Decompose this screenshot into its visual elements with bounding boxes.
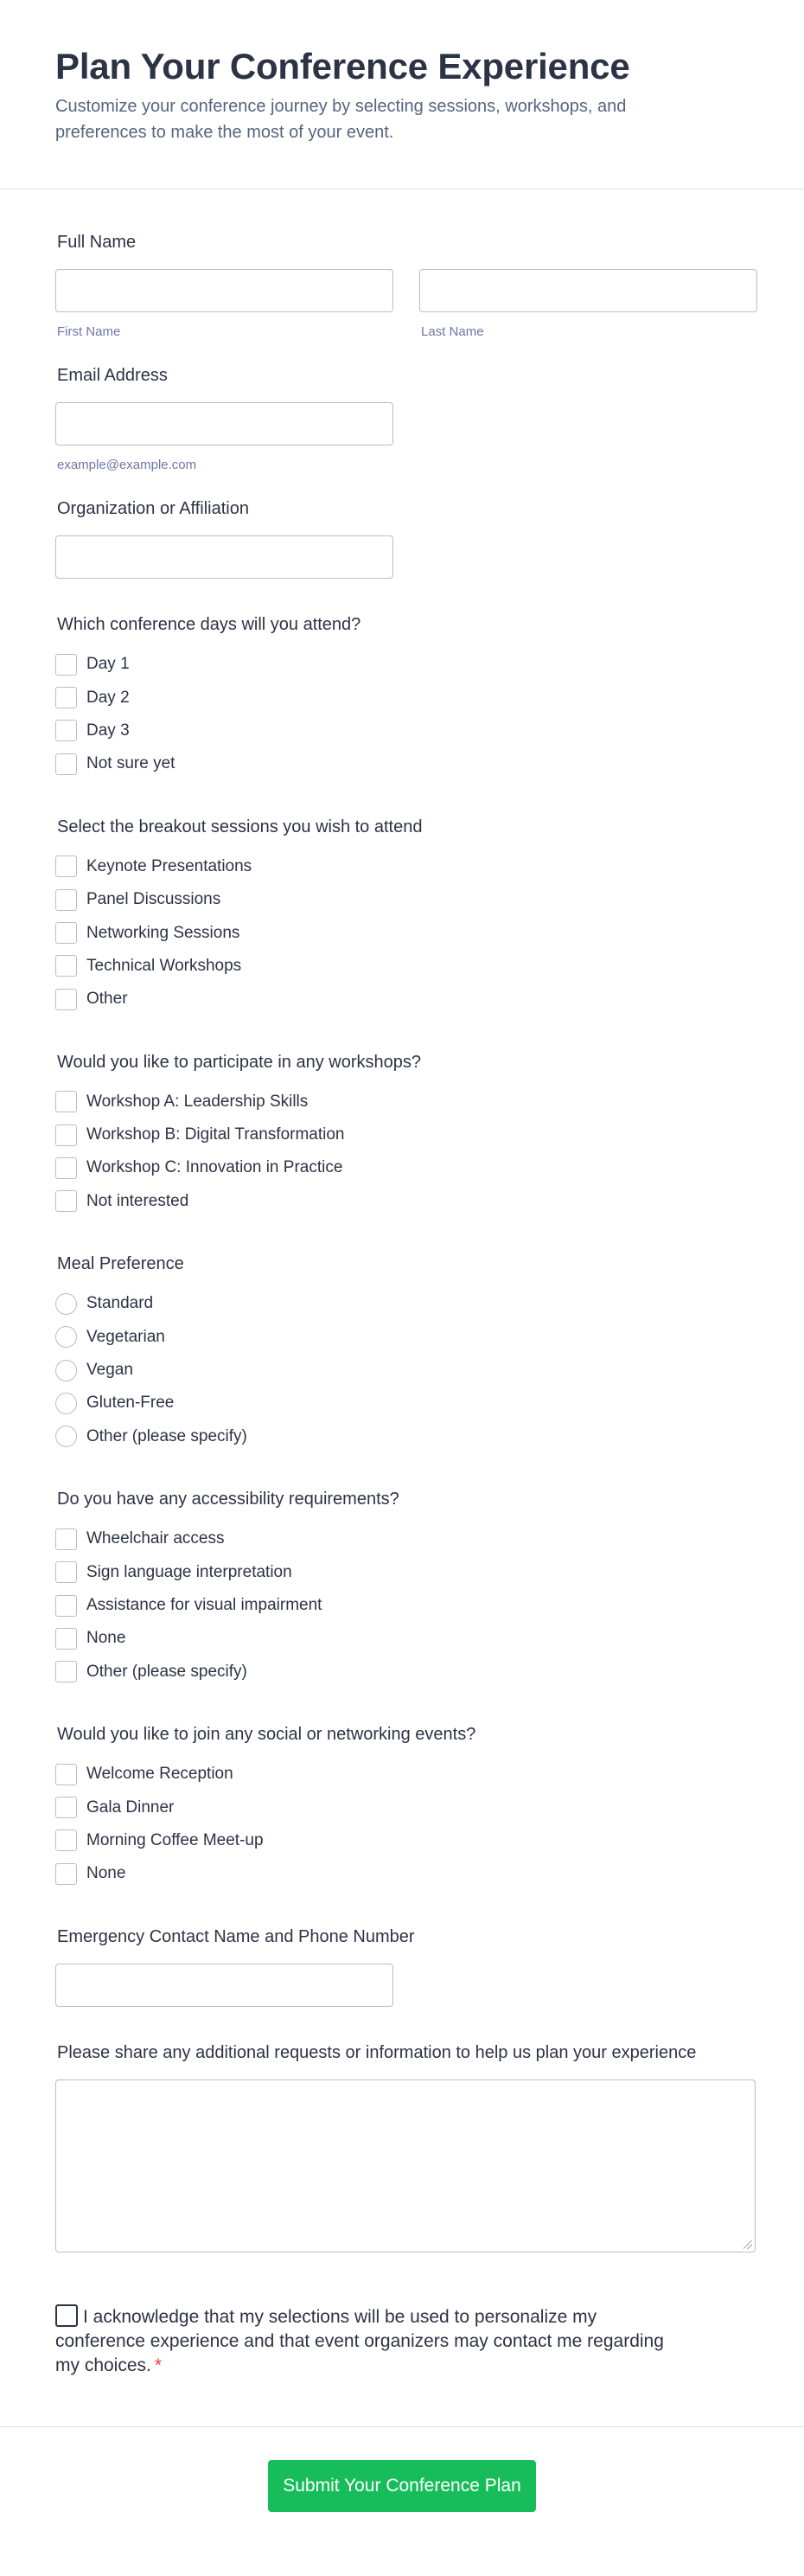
additional-field (55, 2041, 749, 2252)
checkbox[interactable] (55, 1595, 77, 1617)
option-label: Morning Coffee Meet-up (86, 1830, 264, 1849)
breakouts-label: Select the breakout sessions you wish to attend (57, 817, 423, 836)
option-label: Other (please specify) (86, 1426, 247, 1445)
option-label: Workshop A: Leadership Skills (86, 1092, 309, 1111)
checkbox[interactable] (55, 1764, 77, 1785)
checkbox[interactable] (55, 1829, 77, 1851)
required-mark: * (154, 2355, 163, 2375)
checkbox[interactable] (55, 1628, 77, 1650)
option-label: Networking Sessions (86, 923, 240, 942)
first-name-input[interactable] (55, 269, 393, 312)
accessibility-option[interactable] (55, 1622, 749, 1655)
emergency-label: Emergency Contact Name and Phone Number (57, 1926, 415, 1946)
workshops-option[interactable] (55, 1086, 749, 1118)
option-label: Assistance for visual impairment (86, 1596, 322, 1614)
option-label: Vegetarian (86, 1327, 165, 1346)
meal-option[interactable] (55, 1287, 749, 1320)
breakouts-option[interactable] (55, 850, 749, 883)
checkbox[interactable] (55, 989, 77, 1010)
checkbox[interactable] (55, 889, 77, 911)
days-options (55, 648, 749, 781)
last-name-input[interactable] (419, 269, 757, 312)
checkbox[interactable] (55, 955, 77, 977)
additional-textarea[interactable] (55, 2079, 756, 2252)
meal-label: Meal Preference (57, 1254, 184, 1274)
checkbox[interactable] (55, 1190, 77, 1212)
option-label: Workshop B: Digital Transformation (86, 1125, 345, 1144)
option-label: Gala Dinner (86, 1797, 175, 1817)
checkbox[interactable] (55, 654, 77, 676)
option-label: Workshop C: Innovation in Practice (86, 1158, 343, 1177)
option-label: None (86, 1864, 126, 1883)
breakouts-field (55, 816, 749, 1016)
meal-option[interactable] (55, 1320, 749, 1353)
accessibility-option[interactable] (55, 1522, 749, 1555)
option-label: Other (86, 990, 128, 1009)
checkbox[interactable] (55, 753, 77, 775)
checkbox[interactable] (55, 1661, 77, 1682)
form-header (0, 0, 804, 189)
days-option[interactable] (55, 648, 749, 681)
meal-option[interactable] (55, 1420, 749, 1453)
days-option[interactable] (55, 747, 749, 780)
option-label: Day 2 (86, 688, 130, 707)
page-subtitle: Customize your conference journey by selecting sessions, workshops, and preferences to make the most of your event. (55, 97, 627, 142)
full-name-label: Full Name (57, 233, 137, 252)
social-option[interactable] (55, 1824, 749, 1857)
option-label: None (86, 1629, 126, 1648)
social-field (55, 1723, 749, 1891)
submit-button[interactable]: Submit Your Conference Plan (268, 2460, 536, 2512)
accessibility-option[interactable] (55, 1656, 749, 1688)
option-label: Gluten-Free (86, 1394, 175, 1413)
checkbox[interactable] (55, 1091, 77, 1112)
checkbox[interactable] (55, 1561, 77, 1583)
conference-form (0, 189, 804, 2378)
resize-grip-icon[interactable] (743, 2240, 752, 2249)
radio-button[interactable] (55, 1360, 77, 1381)
workshops-option[interactable] (55, 1151, 749, 1184)
email-sublabel: example@example.com (57, 458, 197, 472)
acknowledgement-text: I acknowledge that my selections will be used to personalize my conference experience and that event organizers may contact me regarding my choices. (55, 2306, 664, 2375)
option-label: Not sure yet (86, 754, 175, 773)
option-label: Standard (86, 1294, 154, 1313)
checkbox[interactable] (55, 1157, 77, 1179)
social-option[interactable] (55, 1758, 749, 1791)
last-name-sublabel: Last Name (421, 324, 484, 339)
form-footer (0, 2426, 804, 2554)
radio-button[interactable] (55, 1326, 77, 1348)
option-label: Not interested (86, 1191, 189, 1210)
full-name-field (55, 231, 749, 340)
workshops-field (55, 1051, 749, 1219)
meal-option[interactable] (55, 1387, 749, 1419)
radio-button[interactable] (55, 1293, 77, 1315)
days-label: Which conference days will you attend? (57, 615, 361, 634)
additional-label: Please share any additional requests or information to help us plan your experience (57, 2042, 697, 2062)
days-option[interactable] (55, 714, 749, 747)
breakouts-option[interactable] (55, 883, 749, 916)
meal-option[interactable] (55, 1354, 749, 1387)
checkbox[interactable] (55, 922, 77, 944)
option-label: Keynote Presentations (86, 856, 252, 875)
social-option[interactable] (55, 1791, 749, 1823)
meal-field (55, 1253, 749, 1453)
option-label: Vegan (86, 1361, 133, 1380)
accessibility-option[interactable] (55, 1589, 749, 1622)
breakouts-option[interactable] (55, 983, 749, 1016)
email-field (55, 364, 749, 473)
option-label: Panel Discussions (86, 890, 221, 909)
workshops-options (55, 1086, 749, 1219)
accessibility-options (55, 1522, 749, 1688)
breakouts-option[interactable] (55, 950, 749, 983)
organization-label: Organization or Affiliation (57, 499, 249, 518)
acknowledgement-checkbox[interactable] (55, 2304, 78, 2327)
accessibility-label: Do you have any accessibility requirements? (57, 1490, 399, 1509)
workshops-label: Would you like to participate in any workshops? (57, 1052, 421, 1072)
email-input[interactable] (55, 402, 393, 445)
page-title: Plan Your Conference Experience (55, 46, 630, 87)
checkbox[interactable] (55, 1125, 77, 1146)
email-label: Email Address (57, 366, 168, 385)
meal-options (55, 1287, 749, 1453)
social-option[interactable] (55, 1857, 749, 1890)
organization-field (55, 497, 749, 579)
option-label: Wheelchair access (86, 1529, 225, 1548)
checkbox[interactable] (55, 855, 77, 877)
days-field (55, 613, 749, 781)
checkbox[interactable] (55, 1863, 77, 1885)
accessibility-option[interactable] (55, 1555, 749, 1588)
days-option[interactable] (55, 681, 749, 714)
checkbox[interactable] (55, 1528, 77, 1550)
social-options (55, 1758, 749, 1891)
breakouts-options (55, 850, 749, 1016)
workshops-option[interactable] (55, 1185, 749, 1218)
emergency-input[interactable] (55, 1964, 393, 2007)
checkbox[interactable] (55, 1797, 77, 1818)
organization-input[interactable] (55, 535, 393, 579)
checkbox[interactable] (55, 687, 77, 708)
workshops-option[interactable] (55, 1118, 749, 1151)
social-label: Would you like to join any social or networking events? (57, 1724, 476, 1744)
option-label: Day 3 (86, 721, 130, 740)
option-label: Other (please specify) (86, 1662, 247, 1681)
radio-button[interactable] (55, 1426, 77, 1447)
option-label: Day 1 (86, 655, 130, 674)
accessibility-field (55, 1488, 749, 1688)
first-name-sublabel: First Name (57, 324, 121, 339)
option-label: Welcome Reception (86, 1765, 233, 1784)
emergency-field (55, 1926, 749, 2007)
radio-button[interactable] (55, 1393, 77, 1414)
option-label: Sign language interpretation (86, 1562, 292, 1581)
acknowledgement-field (55, 2304, 678, 2378)
breakouts-option[interactable] (55, 916, 749, 949)
checkbox[interactable] (55, 720, 77, 741)
option-label: Technical Workshops (86, 956, 242, 975)
